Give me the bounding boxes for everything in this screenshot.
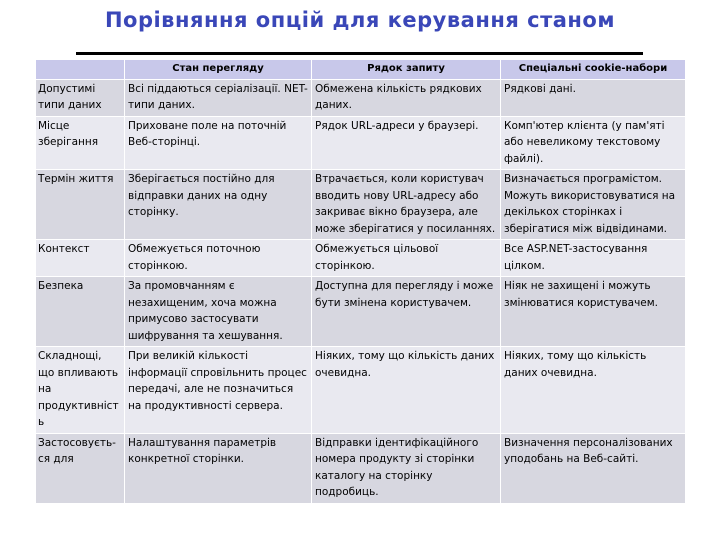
table-cell: Визначення персоналізованих уподобань на Веб-сайті. [501,433,686,503]
table-cell: Рядок URL-адреси у браузері. [312,116,501,170]
table-row [36,116,686,170]
comparison-table [35,59,686,504]
table-cell: Приховане поле на поточній Веб-сторінці. [125,116,312,170]
slide-title: Порівняння опцій для керування станом [104,8,616,32]
table-row [36,240,686,277]
row-label: Допустимі типи даних [36,79,125,116]
header-query-string: Рядок запиту [312,60,501,80]
table-cell: Ніяких, тому що кількість даних очевидна. [312,347,501,434]
table-cell: Обмежується поточною сторінкою. [125,240,312,277]
table-cell: Ніяких, тому що кількість даних очевидна. [501,347,686,434]
table-cell: Обмежується цільової сторінкою. [312,240,501,277]
row-label: Місце зберігання [36,116,125,170]
table-row [36,277,686,347]
row-label: Складнощі, що впливають на продуктивність [36,347,125,434]
table-cell: Налаштування параметрів конкретної сторінки. [125,433,312,503]
table-cell: Зберігається постійно для відправки даних на одну сторінку. [125,170,312,240]
table-cell: Все ASP.NET-застосування цілком. [501,240,686,277]
table-cell: При великій кількості інформації спровільнить процес передачі, але не позначиться на продуктивності сервера. [125,347,312,434]
table-row [36,79,686,116]
table-row [36,433,686,503]
table-cell: Рядкові дані. [501,79,686,116]
header-cell-empty [36,60,125,80]
table-cell: Ніяк не захищені і можуть змінюватися користувачем. [501,277,686,347]
title-underline [76,52,643,55]
table-cell: Обмежена кількість рядкових даних. [312,79,501,116]
header-custom-cookies: Спеціальні cookie-набори [501,60,686,80]
table-cell: Визначається програмістом. Можуть використовуватися на декількох сторінках і зберігатися між відвідинами. [501,170,686,240]
table-row [36,170,686,240]
table-cell: Доступна для перегляду і може бути змінена користувачем. [312,277,501,347]
header-row [36,60,686,80]
header-view-state: Стан перегляду [125,60,312,80]
table-cell: За промовчанням є незахищеним, хоча можна примусово застосувати шифрування та хешування. [125,277,312,347]
row-label: Безпека [36,277,125,347]
table-cell: Відправки ідентифікаційного номера продукту зі сторінки каталогу на сторінку подробиць. [312,433,501,503]
row-label: Застосовуєть-ся для [36,433,125,503]
table-cell: Комп'ютер клієнта (у пам'яті або невеликому текстовому файлі). [501,116,686,170]
table-cell: Всі піддаються серіалізації. NET-типи даних. [125,79,312,116]
table-row [36,347,686,434]
row-label: Контекст [36,240,125,277]
row-label: Термін життя [36,170,125,240]
table-cell: Втрачається, коли користувач вводить нову URL-адресу або закриває вікно браузера, але може зберігатися у посиланнях. [312,170,501,240]
